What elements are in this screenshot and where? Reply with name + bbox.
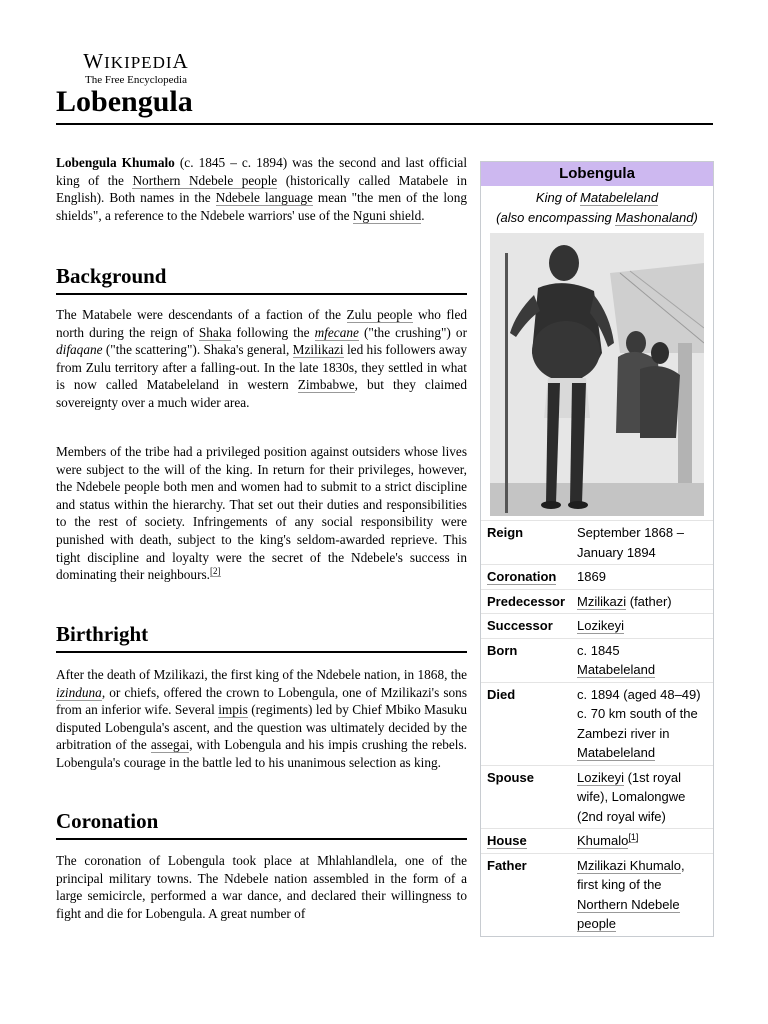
intro-section [56, 154, 467, 224]
link-predecessor-mzilikazi[interactable]: Mzilikazi [577, 593, 627, 609]
infobox-row-coronation: Coronation 1869 [481, 565, 713, 590]
link-born-matabeleland[interactable]: Matabeleland [577, 662, 656, 677]
infobox-row-house [481, 829, 713, 854]
link-zulu-people[interactable]: Zulu people [346, 307, 413, 322]
link-mashonaland[interactable]: Mashonaland [615, 210, 694, 225]
heading-birthright: Birthright [56, 621, 467, 653]
infobox-row-reign: Reign September 1868 – January 1894 [481, 521, 713, 565]
link-father-northern-ndebele-people[interactable]: Northern Ndebele people [577, 896, 680, 931]
infobox-row-died: Died c. 1894 (aged 48–49) c. 70 km south of the Zambezi river in Matabeleland [481, 682, 713, 765]
birthright-paragraph: After the death of Mzilikazi, the first king of the Ndebele nation, in 1868, the izinduna, or chiefs, offered the crown to Lobengula, one of Mzilikazi's sons from an inferior wife. Several impis (regiments) led by Chief Mbiko Masuku disputed Lobengula's ascent, and the question was ultimately decided by the arbitration of the assegai, with Lobengula and his impis crushing the rebels. Lobengula's courage in the battle led to his unanimous selection as king. [56, 667, 467, 770]
background-paragraph-2-wrap [56, 443, 467, 584]
background-paragraph-1: The Matabele were descendants of a faction of the Zulu people who fled north during the reign of Shaka following the mfecane ("the crushing") or difaqane ("the scattering"). Shaka's general, Mzilikazi led his followers away from Zulu territory after a falling-out. In the late 1830s, they settled in what is now called Matabeleland in western Zimbabwe, but they claimed sovereignty over a much wider area. [56, 307, 467, 410]
link-mfecane[interactable]: mfecane [314, 324, 359, 340]
page-title: Lobengula [56, 85, 193, 118]
link-mzilikazi-khumalo[interactable]: Mzilikazi Khumalo [577, 857, 682, 873]
infobox-row-predecessor: Predecessor Mzilikazi (father) [481, 589, 713, 614]
heading-coronation: Coronation [56, 808, 467, 840]
portrait-drawing [490, 233, 704, 516]
heading-background: Background [56, 263, 467, 295]
infobox [480, 161, 714, 937]
link-died-matabeleland[interactable]: Matabeleland [577, 745, 656, 760]
link-coronation[interactable]: Coronation [487, 569, 557, 584]
wikipedia-wordmark: WIKIPEDIA [83, 49, 189, 73]
coronation-paragraph-wrap [56, 852, 467, 922]
infobox-row-father: Father Mzilikazi Khumalo, first king of the Northern Ndebele people [481, 853, 713, 936]
reference-1[interactable]: [1] [628, 831, 639, 842]
background-paragraph-1-wrap [56, 306, 467, 412]
portrait-image[interactable] [490, 233, 704, 516]
link-shaka[interactable]: Shaka [198, 324, 232, 340]
link-matabeleland-sub[interactable]: Matabeleland [580, 190, 659, 205]
link-izinduna[interactable]: izinduna [56, 684, 102, 700]
section-coronation [56, 808, 467, 840]
wikipedia-tagline: The Free Encyclopedia [84, 74, 187, 86]
link-spouse-lozikeyi[interactable]: Lozikeyi [577, 769, 624, 785]
infobox-row-successor: Successor Lozikeyi [481, 614, 713, 639]
intro-paragraph: Lobengula Khumalo (c. 1845 – c. 1894) was the second and last official king of the Northern Ndebele people (historically called Matabele in English). Both names in the Ndebele language mean "the men of the long shields", a reference to the Ndebele warriors' use of the Nguni shield. [56, 155, 468, 223]
background-paragraph-2: Members of the tribe had a privileged position against outsiders whose lives were subject to the will of the king. In return for their privileges, however, the Ndebele people both men and women had to submit to a strict discipline and status within the hierarchy. That set out their duties and responsibilities to the rest of society. Infringements of any social responsibility were punished with death, subject to the king's seldom-awarded reprieve. This tight discipline and loyalty were the secret of the Ndebele's success in dominating their neighbours.[2] [56, 444, 467, 583]
link-ndebele-language[interactable]: Ndebele language [215, 190, 313, 206]
section-background [56, 263, 467, 295]
infobox-row-born: Born c. 1845 Matabeleland [481, 638, 713, 682]
link-assegai[interactable]: assegai [150, 737, 190, 753]
infobox-title: Lobengula [481, 162, 713, 186]
infobox-table [481, 520, 713, 936]
wikipedia-logo[interactable] [76, 50, 196, 86]
link-royal-house[interactable]: House [487, 833, 527, 848]
link-nguni-shield[interactable]: Nguni shield [352, 207, 422, 223]
link-mzilikazi[interactable]: Mzilikazi [292, 342, 344, 358]
link-khumalo[interactable]: Khumalo [577, 833, 629, 848]
link-successor-lozikeyi[interactable]: Lozikeyi [577, 618, 624, 633]
infobox-row-spouse: Spouse Lozikeyi (1st royal wife), Lomalongwe (2nd royal wife) [481, 765, 713, 829]
section-birthright [56, 621, 467, 653]
link-zimbabwe[interactable]: Zimbabwe [297, 377, 355, 393]
link-impis[interactable]: impis [218, 702, 248, 718]
coronation-paragraph: The coronation of Lobengula took place at Mhlahlandlela, one of the principal military towns. The Ndebele nation assembled in the form of a large semicircle, performed a war dance, and declared their willingness to fight and die for Lobengula. A great number of [56, 853, 467, 921]
infobox-subtitle: King of Matabeleland (also encompassing Mashonaland) [496, 190, 698, 225]
reference-2[interactable]: [2] [210, 565, 221, 576]
birthright-paragraph-wrap [56, 666, 467, 772]
title-divider [56, 123, 713, 125]
link-northern-ndebele-people[interactable]: Northern Ndebele people [132, 172, 278, 188]
